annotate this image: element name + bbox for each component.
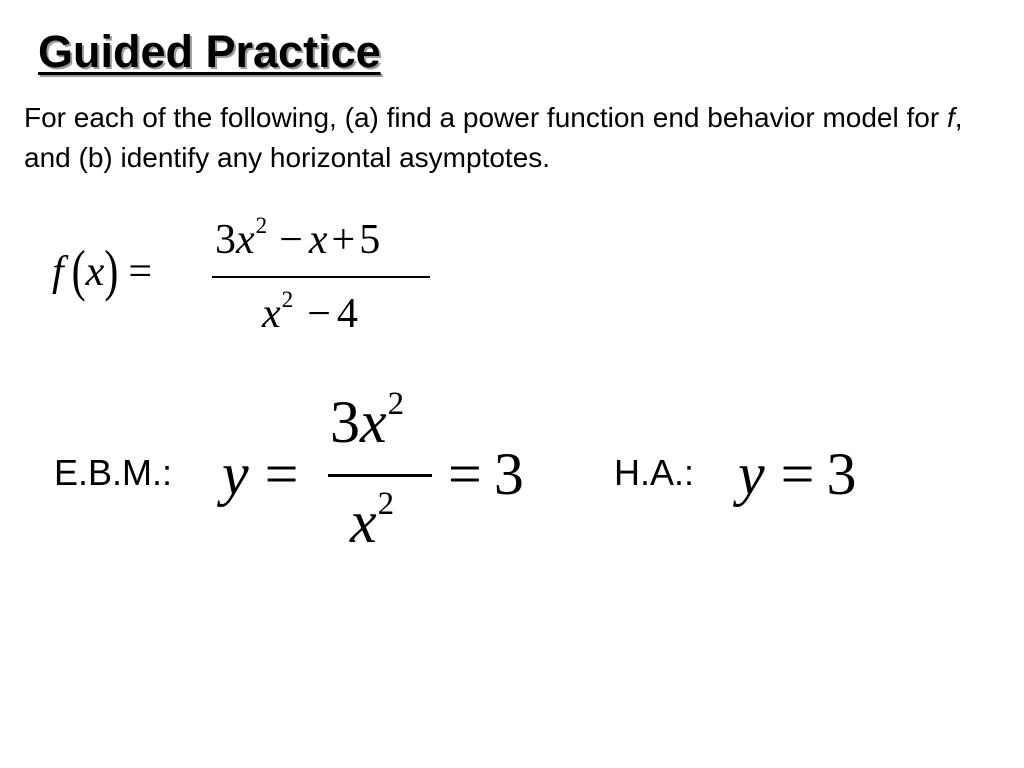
ebm-equals-2: = bbox=[448, 441, 482, 507]
problem-lhs bbox=[52, 240, 153, 304]
slide-title: Guided Practice bbox=[38, 26, 381, 77]
lhs-argument: x bbox=[85, 249, 105, 295]
lhs-open-paren: ( bbox=[71, 240, 86, 304]
problem-numerator bbox=[215, 212, 381, 264]
ebm-den-var: x bbox=[350, 489, 377, 555]
ha-value: 3 bbox=[826, 441, 857, 507]
numerator-op1: − bbox=[279, 217, 303, 263]
ha-label: H.A.: bbox=[614, 452, 695, 493]
numerator-op2: + bbox=[331, 217, 356, 263]
instructions-var: f bbox=[946, 102, 955, 133]
ebm-numerator bbox=[330, 385, 405, 457]
ha-equals: = bbox=[780, 441, 815, 507]
ebm-rhs bbox=[448, 440, 524, 509]
numerator-rest-var: x bbox=[308, 217, 328, 263]
lhs-function-name: f bbox=[52, 249, 64, 295]
ebm-denominator bbox=[350, 485, 395, 557]
ebm-num-exp: 2 bbox=[387, 385, 405, 422]
ebm-result: 3 bbox=[493, 441, 524, 507]
ha-y: y bbox=[738, 441, 765, 507]
problem-fraction-bar bbox=[212, 276, 430, 278]
ebm-fraction-bar bbox=[328, 474, 432, 477]
denominator-op: − bbox=[307, 291, 331, 337]
instructions-part1: For each of the following, (a) find a power function end behavior model for bbox=[24, 102, 947, 133]
numerator-exp: 2 bbox=[255, 212, 268, 239]
instructions-part2: , and (b) identify any horizontal asymptotes. bbox=[24, 102, 963, 173]
denominator-exp: 2 bbox=[281, 286, 294, 313]
ebm-label: E.B.M.: bbox=[54, 452, 173, 493]
ebm-equals-1: = bbox=[264, 441, 299, 507]
denominator-var: x bbox=[262, 291, 281, 337]
ebm-den-exp: 2 bbox=[377, 485, 395, 522]
denominator-const: 4 bbox=[336, 291, 358, 337]
ebm-num-coef: 3 bbox=[330, 389, 360, 455]
problem-denominator bbox=[262, 286, 358, 338]
ebm-lhs bbox=[222, 440, 298, 509]
numerator-var: x bbox=[236, 217, 255, 263]
instructions-text bbox=[24, 98, 1009, 178]
ebm-y: y bbox=[222, 441, 249, 507]
ha-equation bbox=[738, 440, 856, 509]
numerator-const: 5 bbox=[359, 217, 381, 263]
numerator-coef: 3 bbox=[215, 217, 236, 263]
ebm-num-var: x bbox=[360, 389, 387, 455]
lhs-close-paren: ) bbox=[104, 240, 119, 304]
lhs-equals: = bbox=[128, 249, 153, 295]
